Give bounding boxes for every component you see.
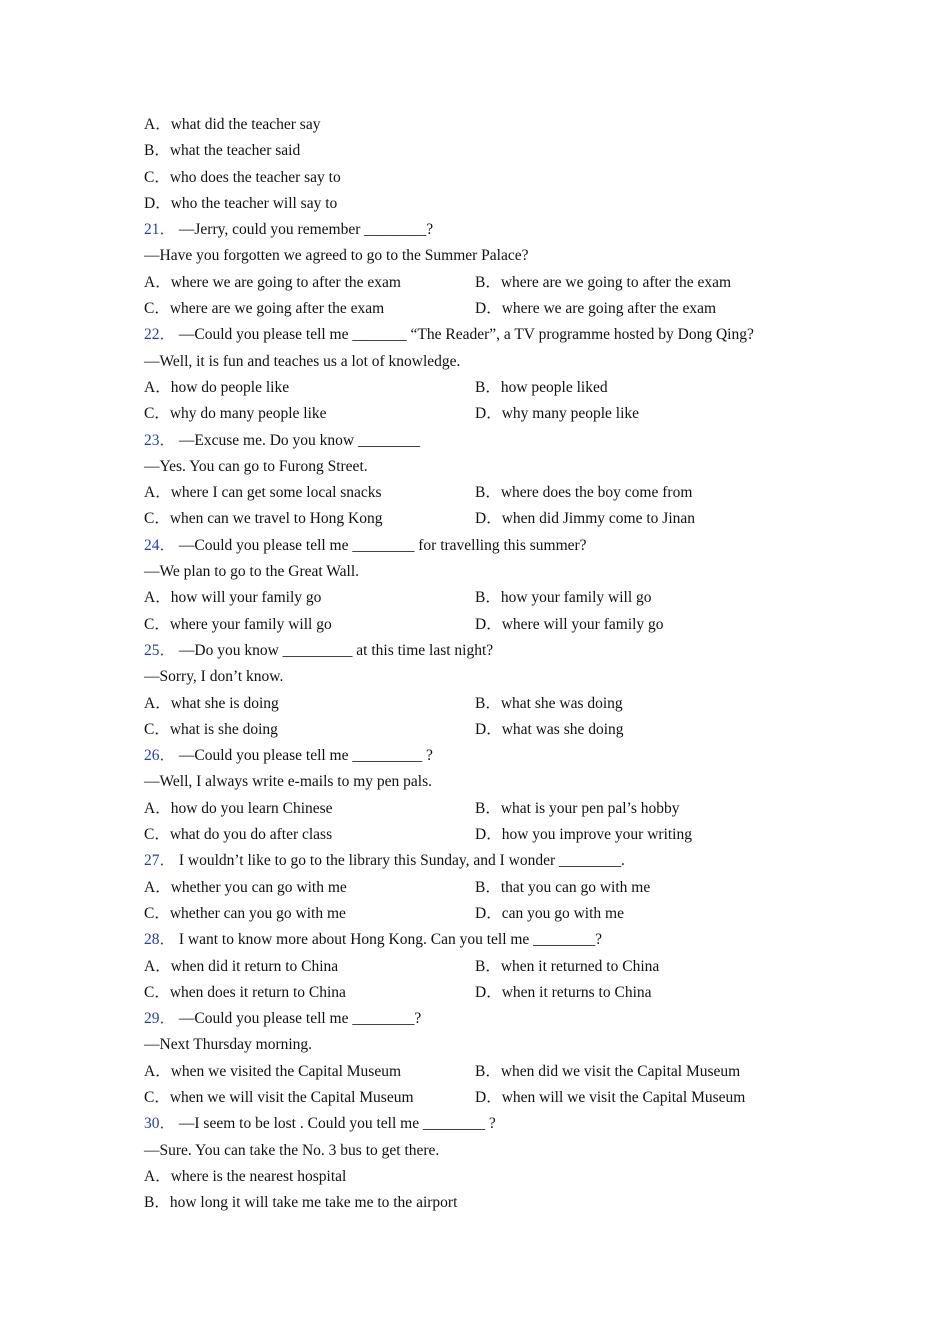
option-text: when did Jimmy come to Jinan [501,510,695,528]
option-text: when we will visit the Capital Museum [169,1088,414,1106]
question-reply: —Have you forgotten we agreed to go to the Summer Palace? [144,247,529,265]
question-block [144,535,834,640]
option [144,482,382,504]
question-block [144,219,834,324]
question-number: 24． [144,536,176,554]
option-letter: A． [144,378,171,396]
option-line [144,167,834,193]
option-text: how do people like [170,378,290,396]
option-line [144,614,834,640]
option-letter: C． [144,405,170,423]
option-letter: B． [475,1062,501,1080]
question-block [144,430,834,535]
option-text: where we are going to after the exam [170,273,401,291]
option-text: where I can get some local snacks [170,484,382,502]
option-text: who does the teacher say to [169,168,341,186]
option-letter: C． [144,826,170,844]
question-stem [144,850,834,876]
option [475,272,731,294]
question-stem [144,1008,834,1034]
option-text: who the teacher will say to [170,194,338,212]
option-text: whether can you go with me [169,904,346,922]
option-line [144,956,834,982]
option [144,719,278,741]
option-line [144,403,834,429]
question-block [144,745,834,850]
question-stem [144,929,834,955]
question-text: —Could you please tell me _________ ? [178,747,433,765]
option-letter: C． [144,510,170,528]
question-text: I wouldn’t like to go to the library this Sunday, and I wonder ________. [178,852,625,870]
option-text: where your family will go [169,615,332,633]
option-line [144,798,834,824]
document-page [144,114,834,1218]
option-line [144,587,834,613]
option-text: what she was doing [500,694,623,712]
question-text: —Could you please tell me _______ “The Reader”, a TV programme hosted by Dong Qing? [178,326,754,344]
option-text: how your family will go [500,589,652,607]
question-stem [144,535,834,561]
question-text: —I seem to be lost . Could you tell me ________ ? [178,1115,496,1133]
option-line [144,903,834,929]
option-letter: B． [475,589,501,607]
option-line [144,298,834,324]
option [144,693,279,715]
question-reply: —Sorry, I don’t know. [144,668,284,686]
option [475,587,652,609]
option-text: when can we travel to Hong Kong [169,510,383,528]
option [144,1061,401,1083]
question-stem [144,219,834,245]
option-letter: D． [475,826,502,844]
option-line [144,377,834,403]
option [144,403,327,425]
option-letter: B． [475,878,501,896]
option-line [144,508,834,534]
question-reply: —Yes. You can go to Furong Street. [144,457,368,475]
question-reply: —Well, it is fun and teaches us a lot of knowledge. [144,352,461,370]
option-line [144,1192,834,1218]
option-text: what is she doing [169,720,278,738]
option-letter: A． [144,1062,171,1080]
option-letter: A． [144,799,171,817]
option [475,614,664,636]
option-line [144,1166,834,1192]
question-stem [144,1113,834,1139]
option-text: whether you can go with me [170,878,347,896]
option-line [144,1061,834,1087]
question-number: 28． [144,931,176,949]
option-letter: A． [144,957,171,975]
option-line [144,824,834,850]
option-text: when did it return to China [170,957,339,975]
option-text: how will your family go [170,589,322,607]
question-block [144,850,834,929]
option-letter: A． [144,694,171,712]
option-text: how long it will take me take me to the airport [169,1194,458,1212]
option [144,877,347,899]
question-number: 22． [144,326,176,344]
question-text: —Could you please tell me ________ for travelling this summer? [178,536,587,554]
option-line [144,982,834,1008]
option [475,298,716,320]
option [144,824,332,846]
option-letter: A． [144,116,171,133]
option-letter: B． [144,142,170,160]
option-text: where will your family go [501,615,664,633]
option [144,167,341,189]
option-text: when does it return to China [169,983,346,1001]
option-text: what do you do after class [169,826,333,844]
option [475,403,639,425]
option-text: why do many people like [169,405,327,423]
option-text: where does the boy come from [500,484,693,502]
option [144,508,382,530]
option [144,614,332,636]
question-reply: —We plan to go to the Great Wall. [144,563,360,581]
option [475,377,608,399]
option-letter: B． [475,378,501,396]
option-letter: C． [144,904,170,922]
option [144,140,300,162]
option-letter: C． [144,983,170,1001]
option-letter: D． [475,983,502,1001]
option-text: when did we visit the Capital Museum [500,1062,741,1080]
question-number: 29． [144,1010,176,1028]
option-letter: B． [475,273,501,291]
option-text: how you improve your writing [501,826,692,844]
option [475,956,659,978]
question-number: 27． [144,852,176,870]
option-line [144,693,834,719]
option [144,1166,346,1188]
option [144,193,337,215]
option-line [144,140,834,166]
option [475,877,650,899]
option [475,903,624,925]
option [144,956,338,978]
question-number: 26． [144,747,176,765]
question-block [144,1113,834,1218]
option [475,824,692,846]
option-text: can you go with me [501,904,624,922]
question-stem [144,324,834,350]
question-number: 23． [144,431,176,449]
question-text: —Jerry, could you remember ________? [178,221,434,239]
option-letter: B． [475,694,501,712]
option [475,1061,740,1083]
option-text: how people liked [500,378,608,396]
option-text: where we are going after the exam [501,300,717,318]
option-text: what did the teacher say [170,116,321,133]
question-text: —Could you please tell me ________? [178,1010,422,1028]
option-text: what is your pen pal’s hobby [500,799,680,817]
option-text: what was she doing [501,720,624,738]
question-stem [144,745,834,771]
option [475,982,652,1004]
option-text: where are we going after the exam [169,300,385,318]
option-line [144,272,834,298]
question-text: —Excuse me. Do you know ________ [178,431,420,449]
option-letter: D． [475,720,502,738]
question-block [144,324,834,429]
option-text: what the teacher said [169,142,301,160]
option-letter: A． [144,589,171,607]
option-text: when will we visit the Capital Museum [501,1088,746,1106]
option [475,1087,745,1109]
option-letter: B． [475,799,501,817]
question-reply: —Next Thursday morning. [144,1036,313,1054]
option [475,798,680,820]
option-line [144,719,834,745]
option-letter: A． [144,484,171,502]
option-letter: A． [144,1167,171,1185]
question-text: I want to know more about Hong Kong. Can you tell me ________? [178,931,603,949]
option-letter: D． [475,510,502,528]
option-text: when we visited the Capital Museum [170,1062,402,1080]
question-block [144,929,834,1008]
option-text: that you can go with me [500,878,651,896]
question-block [144,640,834,745]
option-letter: C． [144,168,170,186]
option-line [144,482,834,508]
option [144,1087,414,1109]
option-letter: D． [475,1088,502,1106]
option [475,719,624,741]
option-text: what she is doing [170,694,279,712]
option-text: where is the nearest hospital [170,1167,347,1185]
option-letter: C． [144,615,170,633]
option [475,482,692,504]
option-letter: B． [144,1194,170,1212]
option-letter: D． [475,904,502,922]
option-text: when it returned to China [500,957,660,975]
option-letter: B． [475,957,501,975]
question-block [144,1008,834,1113]
question-number: 30． [144,1115,176,1133]
option [144,298,384,320]
option [144,114,320,136]
question-reply: —Well, I always write e-mails to my pen pals. [144,773,433,791]
option-text: when it returns to China [501,983,652,1001]
option [144,272,401,294]
option-letter: A． [144,273,171,291]
option-letter: C． [144,1088,170,1106]
question-number: 25． [144,641,176,659]
option [144,377,289,399]
previous-question-options [144,114,834,219]
option-letter: D． [475,300,502,318]
option-line [144,114,834,140]
option-text: where are we going to after the exam [500,273,732,291]
option-letter: C． [144,720,170,738]
option-line [144,193,834,219]
option-letter: A． [144,878,171,896]
option-letter: B． [475,484,501,502]
option [144,587,321,609]
option-text: how do you learn Chinese [170,799,333,817]
option [144,903,346,925]
option [475,508,695,530]
option [144,1192,457,1214]
option-text: why many people like [501,405,640,423]
question-reply: —Sure. You can take the No. 3 bus to get there. [144,1141,440,1159]
question-stem [144,430,834,456]
option [144,982,346,1004]
question-list [144,219,834,1218]
option-line [144,1087,834,1113]
question-text: —Do you know _________ at this time last night? [178,641,494,659]
option-letter: D． [144,194,171,212]
question-number: 21． [144,221,176,239]
option-line [144,877,834,903]
option-letter: D． [475,615,502,633]
option [144,798,333,820]
option-letter: D． [475,405,502,423]
question-stem [144,640,834,666]
option [475,693,623,715]
option-letter: C． [144,300,170,318]
